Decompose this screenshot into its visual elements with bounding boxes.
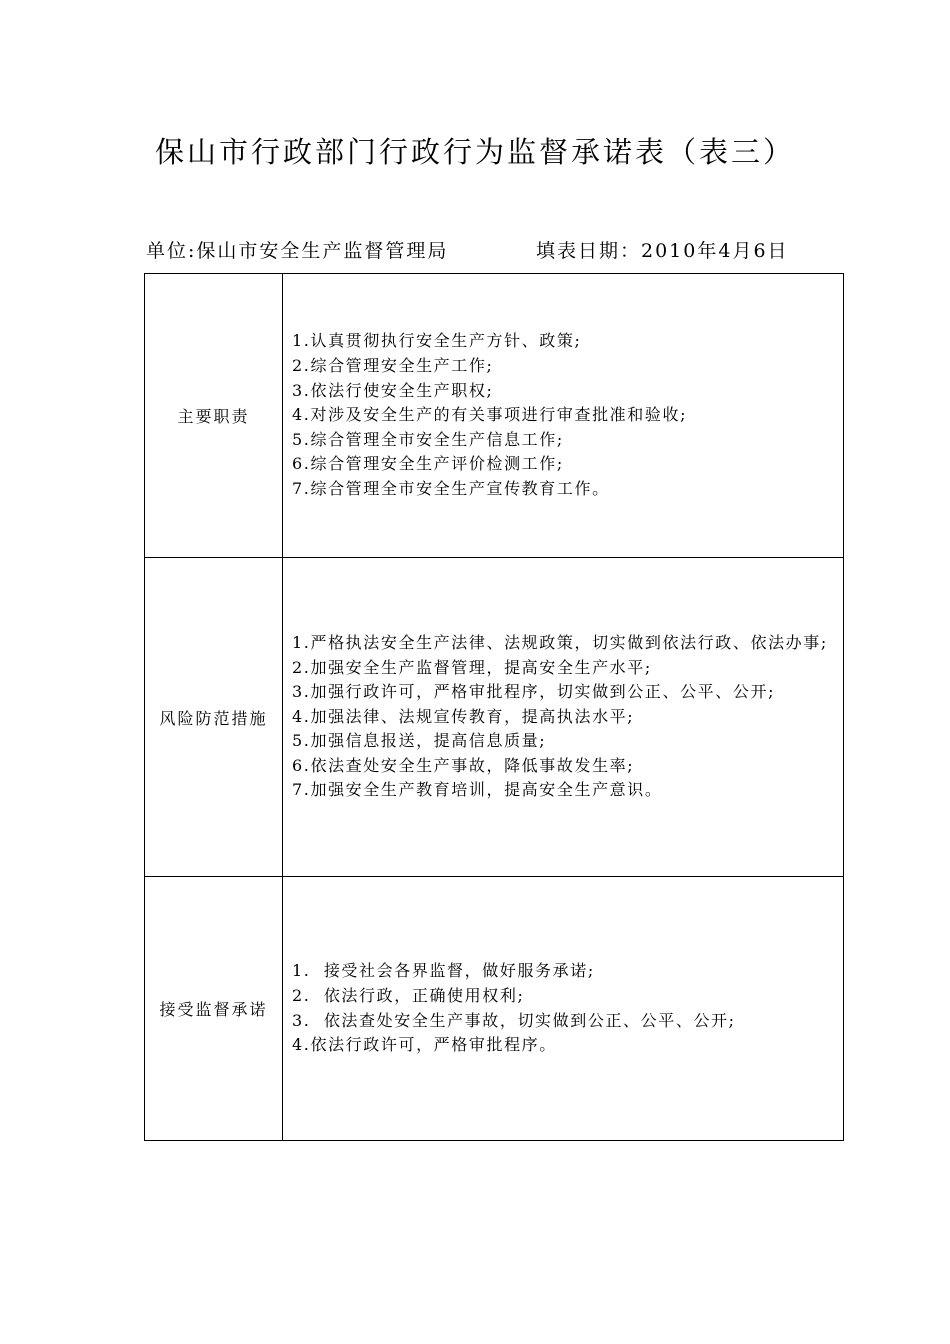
- pledge-table: [144, 273, 844, 1141]
- table-row-duties: [145, 274, 844, 558]
- row-content-duties: [283, 274, 844, 558]
- list-item: 4.加强法律、法规宣传教育，提高执法水平;: [292, 706, 635, 726]
- list-item: 4.依法行政许可，严格审批程序。: [292, 1035, 557, 1055]
- list-item: 1.严格执法安全生产法律、法规政策，切实做到依法行政、依法办事;: [292, 632, 828, 652]
- list-item: 4.对涉及安全生产的有关事项进行审查批准和验收;: [292, 405, 688, 425]
- list-item: 3.依法行使安全生产职权;: [292, 380, 494, 400]
- unit-name: 单位:保山市安全生产监督管理局: [146, 240, 449, 262]
- list-item: 6.依法查处安全生产事故，降低事故发生率;: [292, 755, 635, 775]
- fill-date: 填表日期：2010年4月6日: [536, 240, 789, 262]
- list-item: 6.综合管理安全生产评价检测工作;: [292, 454, 564, 474]
- list-item: 7.加强安全生产教育培训，提高安全生产意识。: [292, 780, 663, 800]
- list-item: 5.加强信息报送，提高信息质量;: [292, 731, 547, 751]
- row-label-supervision-pledge: 接受监督承诺: [145, 877, 283, 1141]
- list-item: 7.综合管理全市安全生产宣传教育工作。: [292, 478, 610, 498]
- list-item: 2.加强安全生产监督管理，提高安全生产水平;: [292, 657, 652, 677]
- list-item: 2.综合管理安全生产工作;: [292, 356, 494, 376]
- page-title: 保山市行政部门行政行为监督承诺表（表三）: [154, 135, 795, 169]
- list-item: 3.加强行政许可，严格审批程序，切实做到公正、公平、公开;: [292, 682, 776, 702]
- list-item: 3. 依法查处安全生产事故，切实做到公正、公平、公开;: [292, 1010, 736, 1030]
- table-row-supervision-pledge: [145, 877, 844, 1141]
- row-label-risk-prevention: 风险防范措施: [145, 558, 283, 877]
- row-content-supervision-pledge: [283, 877, 844, 1141]
- row-content-risk-prevention: [283, 558, 844, 877]
- table-row-risk-prevention: [145, 558, 844, 877]
- list-item: 1. 接受社会各界监督，做好服务承诺;: [292, 961, 595, 981]
- row-label-duties: 主要职责: [145, 274, 283, 558]
- list-item: 1.认真贯彻执行安全生产方针、政策;: [292, 331, 582, 351]
- list-item: 2. 依法行政，正确使用权利;: [292, 985, 525, 1005]
- list-item: 5.综合管理全市安全生产信息工作;: [292, 429, 564, 449]
